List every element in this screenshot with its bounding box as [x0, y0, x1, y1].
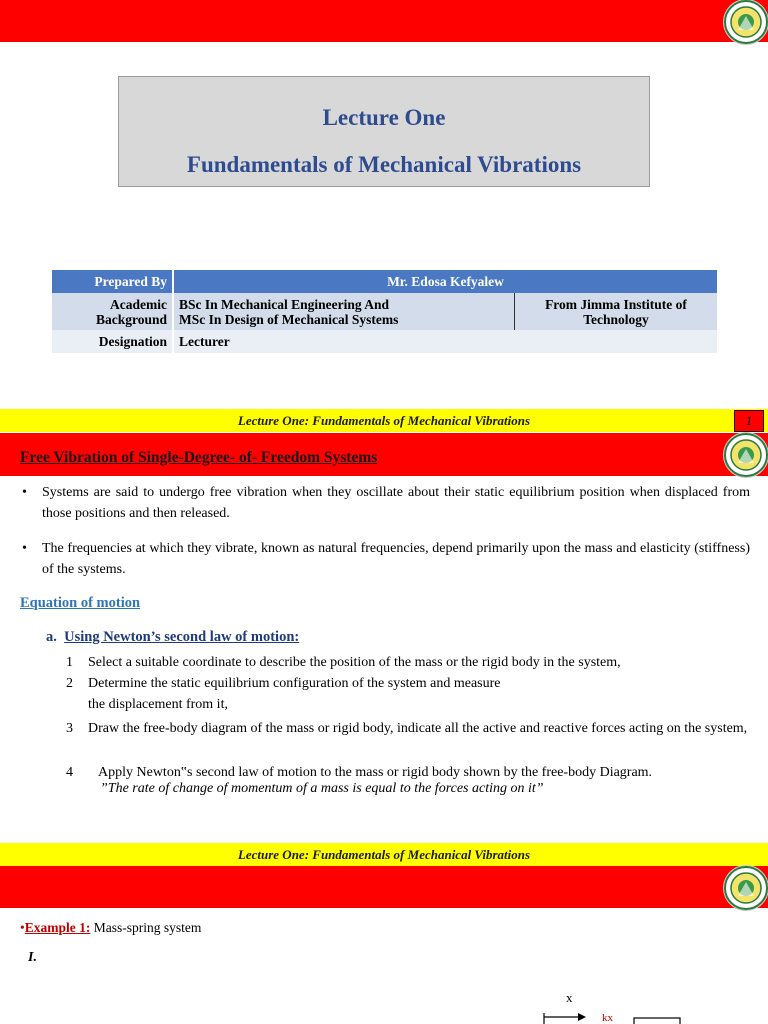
bullet-item: • Systems are said to undergo free vibration when they oscillate about their static equilibrium position when displaced from those positions and then released. — [22, 482, 750, 524]
prepared-by-value: Mr. Edosa Kefyalew — [173, 270, 717, 293]
bullet-icon: • — [22, 541, 27, 556]
prepared-by-label: Prepared By — [52, 270, 173, 293]
academic-background-label: Academic Background — [52, 293, 173, 330]
displacement-label: x — [566, 990, 573, 1005]
section-heading: Free Vibration of Single-Degree- of- Freedom Systems — [20, 449, 378, 466]
lecture-title-box — [118, 76, 650, 187]
slide-footer: Lecture One: Fundamentals of Mechanical Vibrations — [237, 847, 531, 862]
top-red-bar — [0, 0, 768, 42]
designation-label: Designation — [52, 330, 173, 353]
newton-quote: ”The rate of change of momentum of a mass is equal to the forces acting on it” — [100, 781, 544, 796]
heading-red-bar — [0, 866, 768, 908]
example-heading: •Example 1: Mass-spring system — [20, 920, 202, 935]
step-item: 1 Select a suitable coordinate to describe the position of the mass or the rigid body in the system, — [66, 655, 621, 670]
table-row — [52, 270, 717, 293]
step-item: 2 Determine the static equilibrium configuration of the system and measure — [66, 676, 501, 691]
institute-value: From Jimma Institute of Technology — [515, 293, 718, 330]
equation-of-motion-link[interactable]: Equation of motion — [20, 595, 141, 611]
table-row — [52, 330, 717, 353]
part-numeral: I. — [28, 950, 37, 965]
table-row — [52, 293, 717, 330]
step-item: 4 Apply Newton‟s second law of motion to the mass or rigid body shown by the free-body Diagram. — [66, 765, 653, 780]
lecture-subtitle: Fundamentals of Mechanical Vibrations — [186, 152, 582, 177]
designation-value: Lecturer — [173, 330, 717, 353]
arrow-head-icon — [578, 1013, 586, 1021]
spring-force-label: kx — [602, 1012, 613, 1024]
university-logo-icon — [724, 866, 768, 910]
page-number: 1 — [734, 410, 764, 432]
university-logo-icon — [724, 433, 768, 477]
newton-law-subheading: a. Using Newton’s second law of motion: — [46, 629, 300, 645]
step-item: 3 Draw the free-body diagram of the mass or rigid body, indicate all the active and reactive forces acting on the system, — [66, 721, 748, 736]
bullet-item: • The frequencies at which they vibrate, known as natural frequencies, depend primarily upon the mass and elasticity (stiffness) of the systems. — [22, 538, 750, 580]
mass-block — [634, 1018, 680, 1024]
slide-footer: Lecture One: Fundamentals of Mechanical Vibrations — [237, 413, 531, 428]
author-info-table — [52, 270, 717, 353]
step-item: the displacement from it, — [88, 697, 228, 712]
university-logo-icon — [724, 0, 768, 44]
lecture-title: Lecture One — [322, 105, 446, 130]
academic-background-value: BSc In Mechanical Engineering And MSc In Design of Mechanical Systems — [173, 293, 515, 330]
bullet-icon: • — [22, 485, 27, 500]
